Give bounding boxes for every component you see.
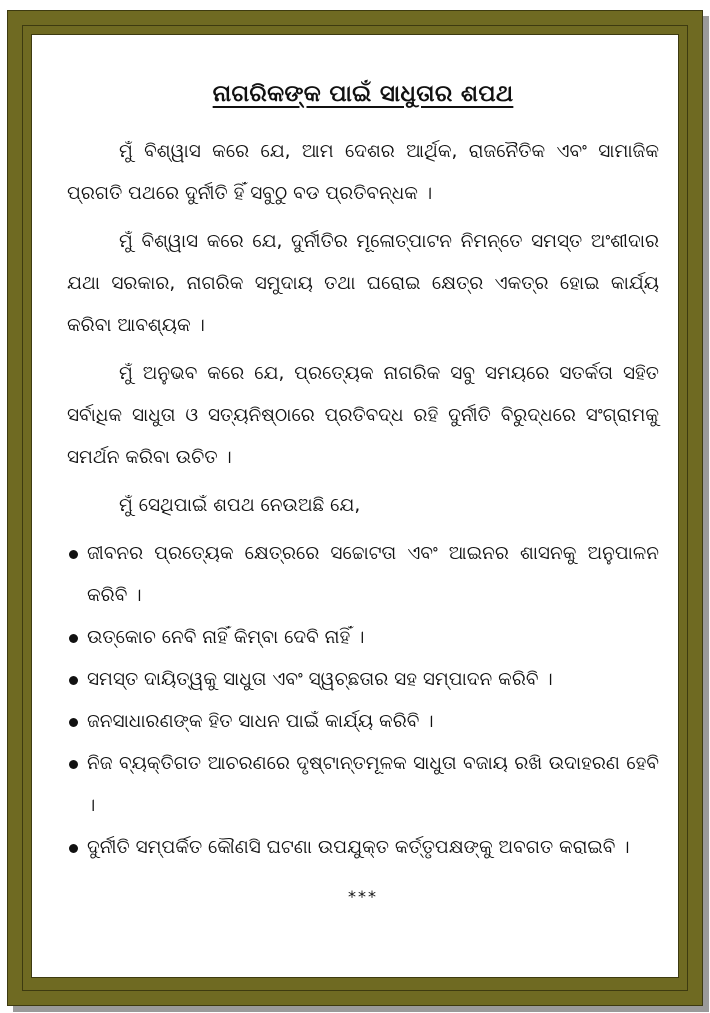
pledge-content — [67, 77, 659, 906]
pledge-item-text: ନିଜ ବ୍ୟକ୍ତିଗତ ଆଚରଣରେ ଦୃଷ୍ଟାନ୍ତମୂଳକ ସାଧୁତା ବଜାୟ ରଖି ଉଦାହରଣ ହେବି । — [87, 753, 659, 816]
pledge-item — [67, 659, 659, 701]
bullet-dot-icon — [69, 676, 78, 685]
pledge-intro: ମୁଁ ସେଥିପାଇଁ ଶପଥ ନେଉଅଛି ଯେ, — [119, 495, 361, 516]
bullet-dot-icon — [69, 634, 78, 643]
bullet-dot-icon — [69, 718, 78, 727]
pledge-page — [31, 34, 679, 978]
pledge-item-text: ଜୀବନର ପ୍ରତ୍ୟେକ କ୍ଷେତ୍ରରେ ସଚ୍ଚୋଟତା ଏବଂ ଆଇନର ଶାସନକୁ ଅନୁପାଳନ କରିବି । — [87, 543, 659, 606]
bullet-dot-icon — [69, 550, 78, 559]
pledge-item-text: ଜନସାଧାରଣଙ୍କ ହିତ ସାଧନ ପାଇଁ କାର୍ଯ୍ୟ କରିବି । — [87, 711, 434, 732]
pledge-item-text: ସମସ୍ତ ଦାୟିତ୍ୱକୁ ସାଧୁତା ଏବଂ ସ୍ୱଚ୍ଛତାର ସହ ସମ୍ପାଦନ କରିବି । — [87, 669, 553, 690]
pledge-item-text: ଉତ୍କୋଚ ନେବି ନାହିଁ କିମ୍ବା ଦେବି ନାହିଁ । — [87, 627, 365, 648]
bullet-dot-icon — [69, 844, 78, 853]
belief-paragraph-1: ମୁଁ ବିଶ୍ୱାସ କରେ ଯେ, ଆମ ଦେଶର ଆର୍ଥିକ, ରାଜନୈତିକ ଏବଂ ସାମାଜିକ ପ୍ରଗତି ପଥରେ ଦୁର୍ନୀତି ହିଁ ସବୁଠୁ ବଡ ପ୍ରତିବନ୍ଧକ । — [67, 141, 659, 204]
pledge-list — [67, 533, 659, 869]
belief-paragraph-3: ମୁଁ ଅନୁଭବ କରେ ଯେ, ପ୍ରତ୍ୟେକ ନାଗରିକ ସବୁ ସମୟରେ ସତର୍କତା ସହିତ ସର୍ବାଧିକ ସାଧୁତା ଓ ସତ୍ୟନିଷ୍ଠାରେ ପ୍ରତିବଦ୍ଧ ରହି ଦୁର୍ନୀତି ବିରୁଦ୍ଧରେ ସଂଗ୍ରାମକୁ ସମର୍ଥନ କରିବା ଉଚିତ । — [67, 363, 659, 468]
pledge-item — [67, 617, 659, 659]
belief-paragraph-2: ମୁଁ ବିଶ୍ୱାସ କରେ ଯେ, ଦୁର୍ନୀତିର ମୂଳୋତ୍ପାଟନ ନିମନ୍ତେ ସମସ୍ତ ଅଂଶୀଦାର ଯଥା ସରକାର, ନାଗରିକ ସମୁଦାୟ ତଥା ଘରୋଇ କ୍ଷେତ୍ର ଏକତ୍ର ହୋଇ କାର୍ଯ୍ୟ କରିବା ଆବଶ୍ୟକ । — [67, 231, 659, 336]
page-title: ନାଗରିକଙ୍କ ପାଇଁ ସାଧୁତାର ଶପଥ — [212, 81, 514, 107]
bullet-dot-icon — [69, 760, 78, 769]
closing-asterisks: *** — [348, 887, 378, 906]
pledge-item — [67, 743, 659, 827]
pledge-item-text: ଦୁର୍ନୀତି ସମ୍ପର୍କିତ କୌଣସି ଘଟଣା ଉପଯୁକ୍ତ କର୍ତ୍ତୃପକ୍ଷଙ୍କୁ ଅବଗତ କରାଇବି । — [87, 837, 630, 858]
pledge-item — [67, 827, 659, 869]
pledge-item — [67, 533, 659, 617]
pledge-item — [67, 701, 659, 743]
